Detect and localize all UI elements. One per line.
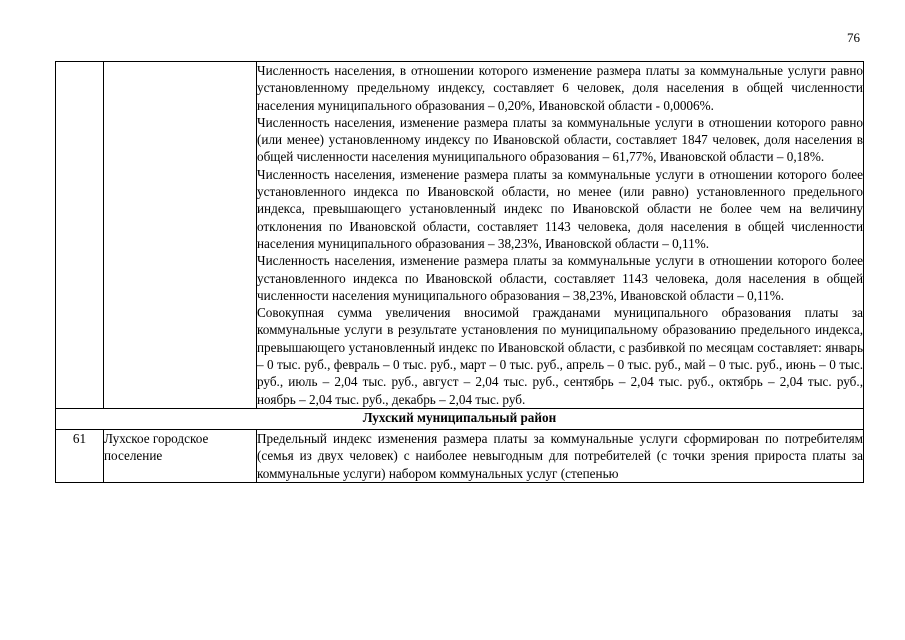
section-header-row <box>56 408 864 429</box>
row-number-cell <box>56 62 104 409</box>
table-row <box>56 429 864 482</box>
municipal-index-table <box>55 61 864 483</box>
page-number: 76 <box>847 30 860 45</box>
paragraph-limit-index-population: Численность населения, в отношении которого изменение размера платы за коммунальные услуги равно установленному предельному индексу, составляет 6 человек, доля населения в общей численности населения муниципального образования – 0,20%, Ивановской области - 0,0006%. <box>257 63 863 113</box>
description-cell <box>257 62 864 409</box>
paragraph-between-indices-population: Численность населения, изменение размера платы за коммунальные услуги в отношении которого более установленного индекса по Ивановской области, но менее (или равно) установленного предельного индекса, превышающего установленный индекс по Ивановской области не более чем на величину отклонения по Ивановской области, составляет 1143 человека, доля населения в общей численности населения муниципального образования – 38,23%, Ивановской области – 0,11%. <box>257 166 863 251</box>
section-title: Лухский муниципальный район <box>56 408 864 429</box>
municipality-name-cell <box>104 62 257 409</box>
paragraph-regional-index-population: Численность населения, изменение размера платы за коммунальные услуги в отношении которого равно (или менее) установленному индексу по Ивановской области, составляет 1847 человек, доля населения в общей численности населения муниципального образования – 61,77%, Ивановской области – 0,18%. <box>257 114 863 165</box>
row-number-cell: 61 <box>56 429 104 482</box>
municipality-name-cell: Лухское городское поселение <box>104 429 257 482</box>
description-cell <box>257 429 864 482</box>
paragraph-monthly-increase-sum: Совокупная сумма увеличения вносимой гражданами муниципального образования платы за коммунальные услуги в результате установления по муниципальному образованию предельного индекса, превышающего установленный индекс по Ивановской области, с разбивкой по месяцам составляет: январь – 0 тыс. руб., февраль – 0 тыс. руб., март – 0 тыс. руб., апрель – 0 тыс. руб., май – 0 тыс. руб., июнь – 0 тыс. руб., июль – 2,04 тыс. руб., август – 2,04 тыс. руб., сентябрь – 2,04 тыс. руб., октябрь – 2,04 тыс. руб., ноябрь – 2,04 тыс. руб., декабрь – 2,04 тыс. руб. <box>257 305 863 407</box>
paragraph-above-regional-index-population: Численность населения, изменение размера платы за коммунальные услуги в отношении которого более установленного индекса по Ивановской области, составляет 1143 человека, доля населения в общей численности населения муниципального образования – 38,23%, Ивановской области – 0,11%. <box>257 253 863 303</box>
paragraph-index-formation: Предельный индекс изменения размера платы за коммунальные услуги сформирован по потребителям (семья из двух человек) с наиболее невыгодным для потребителей (с точки зрения прироста платы за коммунальные услуги) набором коммунальных услуг (степенью <box>257 430 863 481</box>
table-row <box>56 62 864 409</box>
